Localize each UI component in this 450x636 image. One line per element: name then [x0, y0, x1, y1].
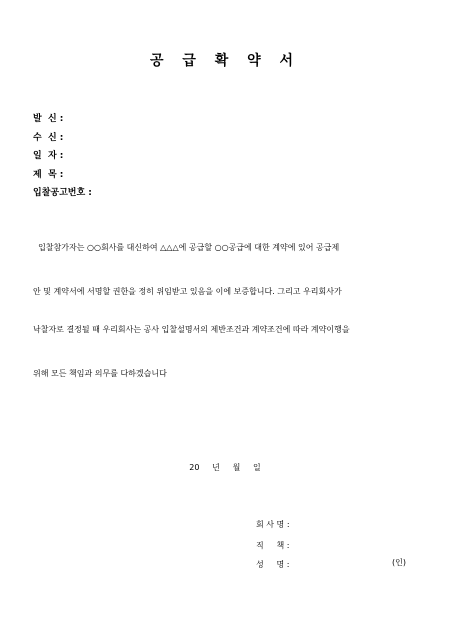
name-label: 성 명 : [256, 560, 290, 569]
recipient-field: 수 신 : [33, 132, 64, 143]
position-label: 직 책 : [256, 541, 290, 550]
body-line-2: 안 및 계약서에 서명할 권한을 정히 위임받고 있음을 이에 보증합니다. 그리고 우리회사가 [33, 287, 342, 296]
document-title: 공 급 확 약 서 [149, 53, 301, 69]
date-field: 일 자 : [33, 151, 64, 161]
sender-field: 발 신 : [33, 114, 64, 124]
body-line-4: 위해 모든 책임과 의무를 다하겠습니다 [33, 369, 167, 378]
body-line-3: 낙찰자로 결정될 때 우리회사는 공사 입찰설명서의 제반조건과 계약조건에 따라 계약이행을 [33, 325, 350, 334]
subject-field: 제 목 : [33, 169, 64, 180]
bid-notice-number-field: 입찰공고번호 : [33, 188, 92, 198]
header-fields [33, 113, 92, 206]
body-line-1: 입찰참가자는 ○○회사를 대신하여 △△△에 공급할 ○○공급에 대한 계약에 있어 공급제 [33, 243, 340, 252]
seal-mark: (인) [392, 558, 406, 567]
company-name-label: 회 사 명 : [256, 520, 290, 529]
date-line: 20 년 월 일 [189, 463, 261, 472]
